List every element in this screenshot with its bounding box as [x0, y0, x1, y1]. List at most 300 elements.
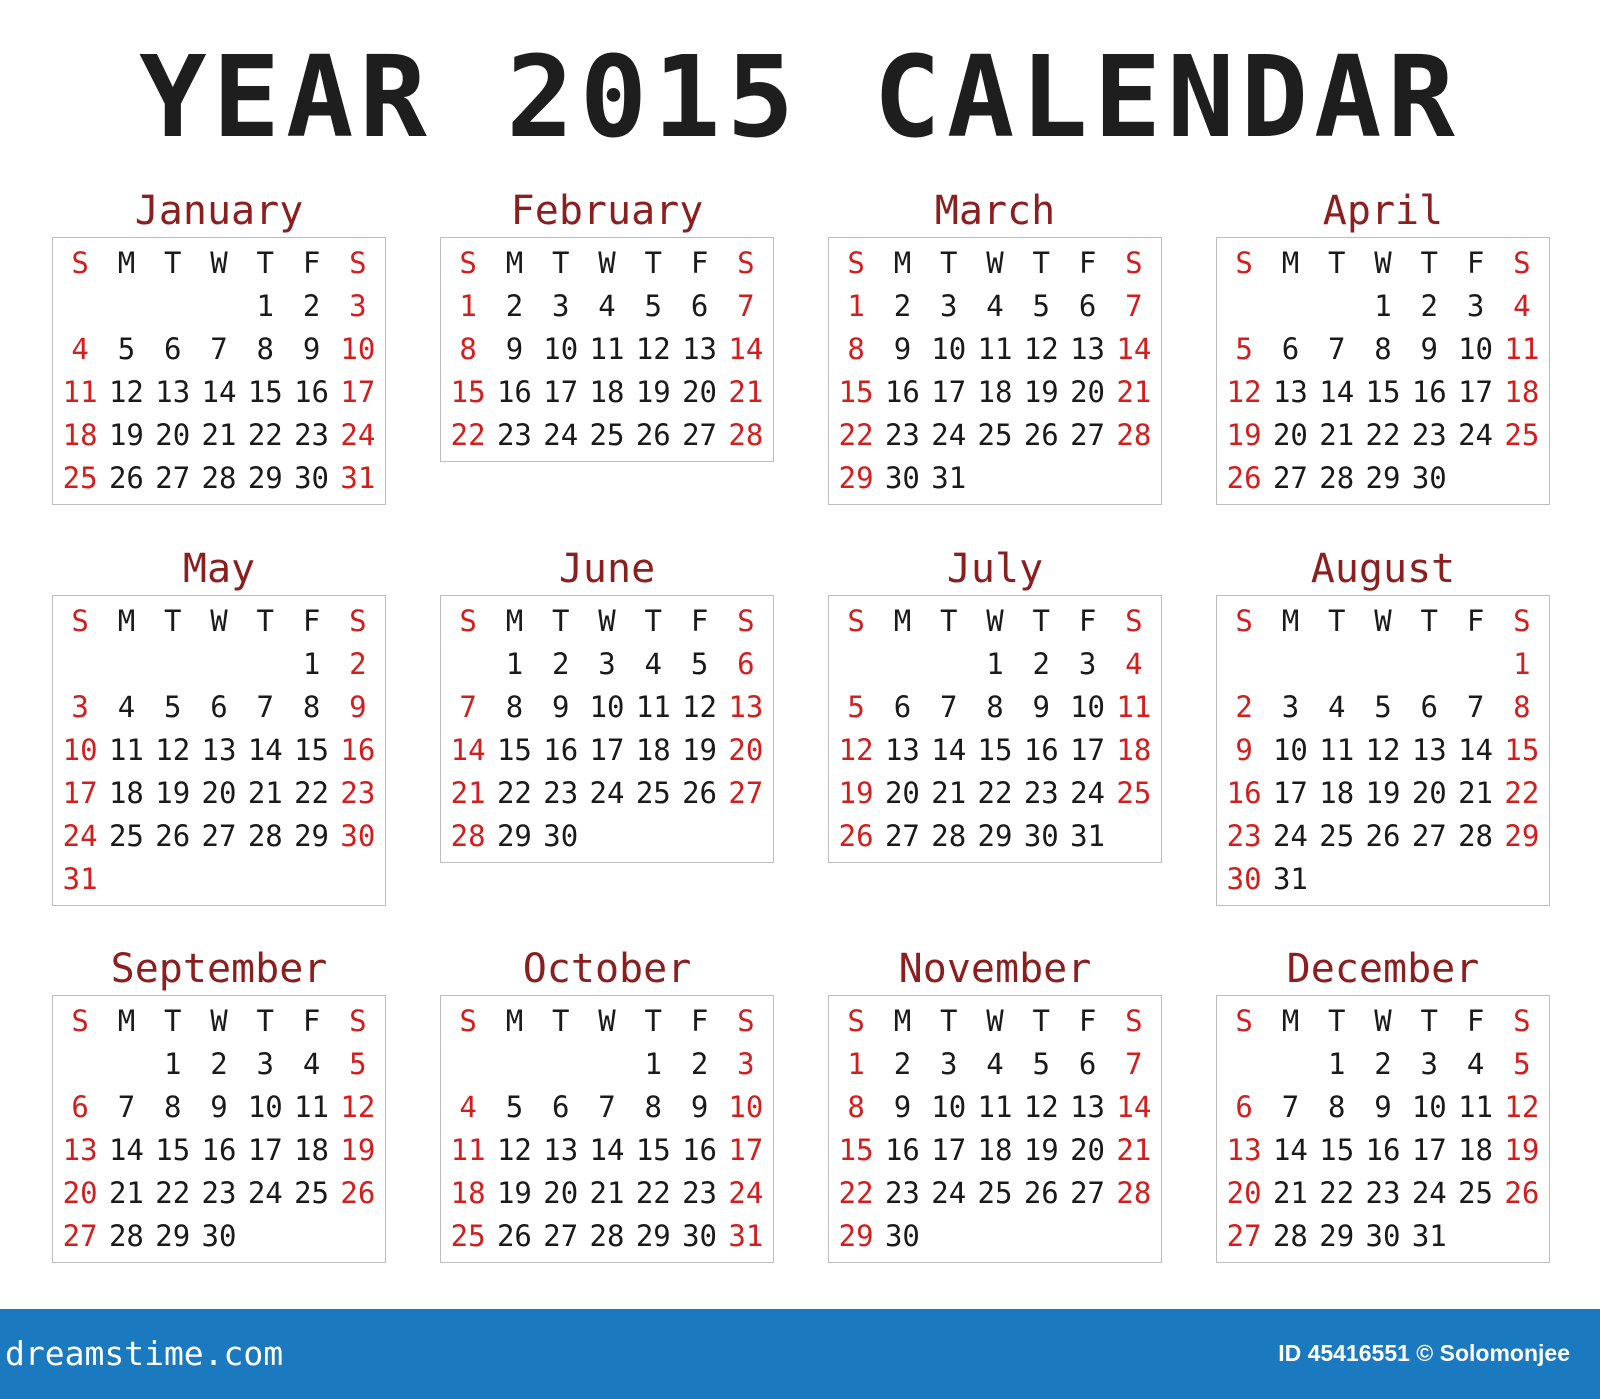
day-cell: 29	[1365, 461, 1401, 495]
day-cell: 2	[349, 647, 367, 681]
empty-cell	[538, 1043, 584, 1086]
day-cell: 9	[893, 1090, 912, 1124]
day-cell: 7	[210, 332, 228, 366]
day-cell: 11	[62, 375, 98, 409]
day-cell: 9	[893, 332, 912, 366]
day-cell: 7	[1125, 289, 1143, 323]
month-grid-box	[440, 595, 774, 863]
day-cell: 22	[450, 418, 486, 452]
day-grid	[53, 996, 385, 1262]
day-cell: 25	[294, 1176, 330, 1210]
day-cell: 18	[294, 1133, 330, 1167]
month-grid-box	[828, 995, 1162, 1263]
day-cell: 19	[635, 375, 671, 409]
day-cell: 14	[728, 332, 764, 366]
empty-cell	[1267, 643, 1313, 686]
day-cell: 4	[1125, 647, 1143, 681]
day-cell: 29	[496, 819, 532, 853]
day-grid	[441, 996, 773, 1262]
weekday-label: W	[1374, 604, 1392, 638]
day-cell: 13	[1411, 733, 1447, 767]
day-cell: 10	[1070, 690, 1106, 724]
empty-cell	[1452, 643, 1498, 686]
day-cell: 11	[589, 332, 625, 366]
day-cell: 18	[635, 733, 671, 767]
day-cell: 29	[294, 819, 330, 853]
day-cell: 26	[1226, 461, 1262, 495]
day-cell: 9	[349, 690, 367, 724]
day-cell: 27	[728, 776, 764, 810]
day-cell: 9	[1420, 332, 1439, 366]
day-cell: 25	[589, 418, 625, 452]
day-cell: 23	[884, 1176, 920, 1210]
day-cell: 16	[884, 375, 920, 409]
empty-cell	[1314, 643, 1360, 686]
day-cell: 3	[598, 647, 616, 681]
day-cell: 28	[450, 819, 486, 853]
day-cell: 27	[155, 461, 191, 495]
day-cell: 9	[302, 332, 321, 366]
weekday-label: M	[893, 1004, 912, 1038]
day-cell: 30	[884, 1219, 920, 1253]
month-july	[828, 543, 1162, 913]
day-cell: 20	[682, 375, 718, 409]
weekday-label: W	[210, 1004, 228, 1038]
day-cell: 13	[884, 733, 920, 767]
weekday-label: S	[349, 246, 367, 280]
day-cell: 19	[1504, 1133, 1540, 1167]
day-cell: 2	[1235, 690, 1253, 724]
footer-logo: dreamstime.com	[5, 1334, 284, 1373]
day-cell: 7	[737, 289, 755, 323]
weekday-label: T	[163, 1004, 182, 1038]
day-cell: 4	[644, 647, 663, 681]
day-cell: 20	[1226, 1176, 1262, 1210]
day-cell: 26	[155, 819, 191, 853]
day-cell: 1	[847, 289, 865, 323]
day-cell: 19	[340, 1133, 376, 1167]
day-cell: 7	[1327, 332, 1346, 366]
day-cell: 19	[1023, 1133, 1059, 1167]
day-cell: 16	[1411, 375, 1447, 409]
day-cell: 27	[62, 1219, 98, 1253]
weekday-label: T	[644, 246, 663, 280]
day-cell: 15	[1365, 375, 1401, 409]
empty-cell	[57, 1043, 103, 1086]
day-cell: 6	[210, 690, 228, 724]
day-cell: 27	[201, 819, 237, 853]
day-cell: 23	[1411, 418, 1447, 452]
day-cell: 2	[690, 1047, 709, 1081]
day-cell: 29	[155, 1219, 191, 1253]
weekday-label: W	[986, 246, 1004, 280]
weekday-label: F	[302, 1004, 321, 1038]
day-cell: 1	[302, 647, 321, 681]
day-cell: 26	[496, 1219, 532, 1253]
day-grid	[829, 996, 1161, 1262]
month-name: October	[522, 946, 692, 992]
day-cell: 2	[893, 289, 912, 323]
day-cell: 4	[71, 332, 89, 366]
day-cell: 17	[247, 1133, 283, 1167]
day-cell: 23	[340, 776, 376, 810]
day-cell: 14	[1116, 1090, 1152, 1124]
day-cell: 19	[496, 1176, 532, 1210]
day-cell: 17	[1411, 1133, 1447, 1167]
footer-bar	[0, 1309, 1600, 1399]
day-cell: 14	[201, 375, 237, 409]
weekday-label: W	[598, 604, 616, 638]
month-name: July	[946, 546, 1044, 592]
day-cell: 8	[1327, 1090, 1346, 1124]
day-cell: 6	[163, 332, 182, 366]
weekday-label: M	[117, 604, 136, 638]
day-cell: 9	[1374, 1090, 1392, 1124]
day-cell: 6	[551, 1090, 570, 1124]
day-cell: 10	[247, 1090, 283, 1124]
weekday-label: T	[1032, 246, 1051, 280]
day-cell: 12	[635, 332, 671, 366]
weekday-label: S	[737, 1004, 755, 1038]
day-cell: 7	[117, 1090, 136, 1124]
day-grid	[829, 596, 1161, 862]
day-cell: 30	[1226, 862, 1262, 896]
day-cell: 29	[838, 461, 874, 495]
day-cell: 14	[931, 733, 967, 767]
weekday-label: W	[598, 246, 616, 280]
empty-cell	[196, 285, 242, 328]
day-cell: 24	[247, 1176, 283, 1210]
day-cell: 14	[1319, 375, 1355, 409]
day-cell: 23	[1226, 819, 1262, 853]
empty-cell	[833, 643, 879, 686]
day-cell: 30	[682, 1219, 718, 1253]
day-cell: 1	[163, 1047, 182, 1081]
day-cell: 24	[589, 776, 625, 810]
empty-cell	[1221, 285, 1267, 328]
weekday-label: T	[163, 604, 182, 638]
day-cell: 14	[247, 733, 283, 767]
weekday-label: T	[939, 246, 958, 280]
weekday-label: S	[459, 604, 477, 638]
day-cell: 26	[682, 776, 718, 810]
day-cell: 3	[349, 289, 367, 323]
day-cell: 28	[589, 1219, 625, 1253]
day-cell: 8	[847, 332, 865, 366]
weekday-label: F	[690, 604, 709, 638]
day-cell: 3	[737, 1047, 755, 1081]
weekday-label: T	[551, 604, 570, 638]
day-cell: 13	[1070, 1090, 1106, 1124]
day-cell: 5	[690, 647, 709, 681]
day-cell: 21	[108, 1176, 144, 1210]
weekday-label: M	[1281, 604, 1300, 638]
day-cell: 24	[543, 418, 579, 452]
day-cell: 26	[1023, 1176, 1059, 1210]
empty-cell	[150, 643, 196, 686]
day-cell: 10	[62, 733, 98, 767]
day-cell: 24	[1272, 819, 1308, 853]
day-cell: 20	[728, 733, 764, 767]
day-cell: 9	[551, 690, 570, 724]
month-grid-box	[52, 995, 386, 1263]
weekday-label: T	[163, 246, 182, 280]
empty-cell	[103, 643, 149, 686]
day-cell: 8	[163, 1090, 182, 1124]
day-cell: 25	[108, 819, 144, 853]
day-cell: 28	[108, 1219, 144, 1253]
weekday-label: F	[1466, 1004, 1485, 1038]
day-cell: 21	[201, 418, 237, 452]
weekday-label: T	[551, 246, 570, 280]
day-cell: 2	[210, 1047, 228, 1081]
weekday-label: S	[71, 1004, 89, 1038]
day-cell: 1	[505, 647, 524, 681]
day-cell: 4	[1466, 1047, 1485, 1081]
weekday-label: F	[1078, 246, 1097, 280]
day-cell: 27	[543, 1219, 579, 1253]
day-cell: 11	[1319, 733, 1355, 767]
day-cell: 22	[294, 776, 330, 810]
weekday-label: F	[690, 1004, 709, 1038]
day-cell: 22	[1365, 418, 1401, 452]
day-cell: 21	[1319, 418, 1355, 452]
day-cell: 17	[543, 375, 579, 409]
day-cell: 27	[682, 418, 718, 452]
day-cell: 22	[1319, 1176, 1355, 1210]
weekday-label: W	[1374, 246, 1392, 280]
empty-cell	[445, 643, 491, 686]
day-cell: 28	[1116, 1176, 1152, 1210]
empty-cell	[879, 643, 925, 686]
day-cell: 30	[1411, 461, 1447, 495]
day-cell: 26	[1365, 819, 1401, 853]
day-cell: 15	[294, 733, 330, 767]
day-cell: 3	[939, 1047, 958, 1081]
day-cell: 9	[505, 332, 524, 366]
weekday-label: S	[349, 604, 367, 638]
day-cell: 15	[450, 375, 486, 409]
day-cell: 31	[728, 1219, 764, 1253]
day-cell: 28	[201, 461, 237, 495]
day-cell: 12	[1023, 332, 1059, 366]
empty-cell	[150, 285, 196, 328]
day-cell: 3	[1420, 1047, 1439, 1081]
weekday-label: M	[893, 246, 912, 280]
month-name: August	[1310, 546, 1456, 592]
day-cell: 20	[1070, 1133, 1106, 1167]
weekday-label: T	[1327, 246, 1346, 280]
day-grid	[1217, 238, 1549, 504]
day-cell: 12	[108, 375, 144, 409]
day-cell: 19	[1226, 418, 1262, 452]
day-cell: 24	[62, 819, 98, 853]
weekday-label: T	[939, 1004, 958, 1038]
month-name: April	[1322, 188, 1444, 234]
weekday-label: F	[1078, 604, 1097, 638]
day-cell: 12	[1365, 733, 1401, 767]
weekday-label: W	[986, 1004, 1004, 1038]
month-grid-box	[1216, 595, 1550, 906]
month-name: May	[182, 546, 256, 592]
weekday-label: F	[302, 604, 321, 638]
weekday-label: S	[1513, 246, 1531, 280]
day-cell: 28	[728, 418, 764, 452]
day-cell: 7	[598, 1090, 616, 1124]
day-cell: 11	[450, 1133, 486, 1167]
month-name: November	[898, 946, 1092, 992]
day-cell: 20	[884, 776, 920, 810]
weekday-label: S	[1235, 246, 1253, 280]
day-cell: 11	[108, 733, 144, 767]
day-cell: 17	[340, 375, 376, 409]
day-cell: 11	[1504, 332, 1540, 366]
day-cell: 10	[543, 332, 579, 366]
day-cell: 16	[496, 375, 532, 409]
month-november	[828, 943, 1162, 1313]
empty-cell	[1267, 285, 1313, 328]
day-cell: 16	[1023, 733, 1059, 767]
day-cell: 21	[931, 776, 967, 810]
weekday-label: S	[71, 604, 89, 638]
day-cell: 17	[62, 776, 98, 810]
day-cell: 21	[1458, 776, 1494, 810]
day-cell: 30	[1365, 1219, 1401, 1253]
weekday-label: T	[256, 604, 275, 638]
day-cell: 15	[838, 375, 874, 409]
weekday-label: S	[1125, 1004, 1143, 1038]
weekday-label: S	[459, 246, 477, 280]
day-cell: 8	[256, 332, 275, 366]
day-cell: 12	[340, 1090, 376, 1124]
day-cell: 29	[635, 1219, 671, 1253]
month-january	[52, 185, 386, 555]
day-cell: 1	[256, 289, 275, 323]
day-cell: 7	[1125, 1047, 1143, 1081]
weekday-label: F	[1078, 1004, 1097, 1038]
day-cell: 17	[728, 1133, 764, 1167]
month-march	[828, 185, 1162, 555]
day-cell: 17	[1272, 776, 1308, 810]
day-cell: 18	[62, 418, 98, 452]
weekday-label: M	[505, 246, 524, 280]
day-cell: 11	[1458, 1090, 1494, 1124]
day-cell: 1	[986, 647, 1004, 681]
weekday-label: S	[1125, 604, 1143, 638]
day-cell: 23	[884, 418, 920, 452]
day-cell: 25	[1504, 418, 1540, 452]
weekday-label: T	[551, 1004, 570, 1038]
day-cell: 10	[589, 690, 625, 724]
day-cell: 13	[62, 1133, 98, 1167]
weekday-label: S	[847, 604, 865, 638]
weekday-label: M	[1281, 1004, 1300, 1038]
day-cell: 11	[1116, 690, 1152, 724]
day-cell: 13	[1272, 375, 1308, 409]
day-cell: 29	[977, 819, 1013, 853]
day-cell: 19	[108, 418, 144, 452]
day-cell: 1	[1513, 647, 1531, 681]
day-cell: 16	[201, 1133, 237, 1167]
day-cell: 25	[1458, 1176, 1494, 1210]
weekday-label: T	[939, 604, 958, 638]
day-cell: 20	[1272, 418, 1308, 452]
footer-image-id: ID 45416551 © Solomonjee	[1278, 1340, 1570, 1366]
day-cell: 10	[1458, 332, 1494, 366]
day-cell: 30	[340, 819, 376, 853]
day-cell: 3	[71, 690, 89, 724]
weekday-label: M	[1281, 246, 1300, 280]
weekday-label: M	[117, 246, 136, 280]
day-cell: 20	[1411, 776, 1447, 810]
day-cell: 24	[931, 418, 967, 452]
day-cell: 4	[117, 690, 136, 724]
day-cell: 27	[1272, 461, 1308, 495]
weekday-label: M	[117, 1004, 136, 1038]
day-cell: 8	[847, 1090, 865, 1124]
day-cell: 29	[1504, 819, 1540, 853]
day-cell: 25	[635, 776, 671, 810]
weekday-label: T	[1032, 1004, 1051, 1038]
weekday-label: T	[1420, 1004, 1439, 1038]
day-cell: 27	[1226, 1219, 1262, 1253]
day-grid	[53, 596, 385, 905]
day-cell: 7	[1466, 690, 1485, 724]
day-cell: 9	[210, 1090, 228, 1124]
day-cell: 2	[1374, 1047, 1392, 1081]
day-cell: 31	[1411, 1219, 1447, 1253]
day-cell: 17	[931, 375, 967, 409]
day-cell: 20	[201, 776, 237, 810]
day-cell: 14	[1458, 733, 1494, 767]
month-grid-box	[440, 237, 774, 462]
empty-cell	[196, 643, 242, 686]
month-february	[440, 185, 774, 555]
day-cell: 14	[1272, 1133, 1308, 1167]
day-cell: 4	[459, 1090, 477, 1124]
day-cell: 17	[1070, 733, 1106, 767]
day-cell: 19	[838, 776, 874, 810]
day-cell: 5	[644, 289, 663, 323]
weekday-label: S	[349, 1004, 367, 1038]
day-cell: 27	[1070, 1176, 1106, 1210]
day-cell: 3	[1466, 289, 1485, 323]
empty-cell	[1406, 643, 1452, 686]
day-cell: 19	[1023, 375, 1059, 409]
month-grid-box	[1216, 237, 1550, 505]
day-cell: 20	[1070, 375, 1106, 409]
weekday-label: T	[644, 1004, 663, 1038]
day-cell: 6	[1078, 1047, 1097, 1081]
day-cell: 17	[931, 1133, 967, 1167]
empty-cell	[103, 1043, 149, 1086]
day-cell: 21	[728, 375, 764, 409]
day-cell: 28	[1458, 819, 1494, 853]
month-grid-box	[52, 237, 386, 505]
day-cell: 28	[1319, 461, 1355, 495]
day-grid	[441, 596, 773, 862]
day-cell: 21	[1272, 1176, 1308, 1210]
weekday-label: T	[256, 246, 275, 280]
day-cell: 19	[1365, 776, 1401, 810]
day-cell: 16	[1226, 776, 1262, 810]
day-cell: 8	[302, 690, 321, 724]
day-cell: 3	[939, 289, 958, 323]
day-cell: 12	[496, 1133, 532, 1167]
day-cell: 8	[459, 332, 477, 366]
day-grid	[1217, 596, 1549, 905]
day-cell: 5	[1032, 1047, 1051, 1081]
